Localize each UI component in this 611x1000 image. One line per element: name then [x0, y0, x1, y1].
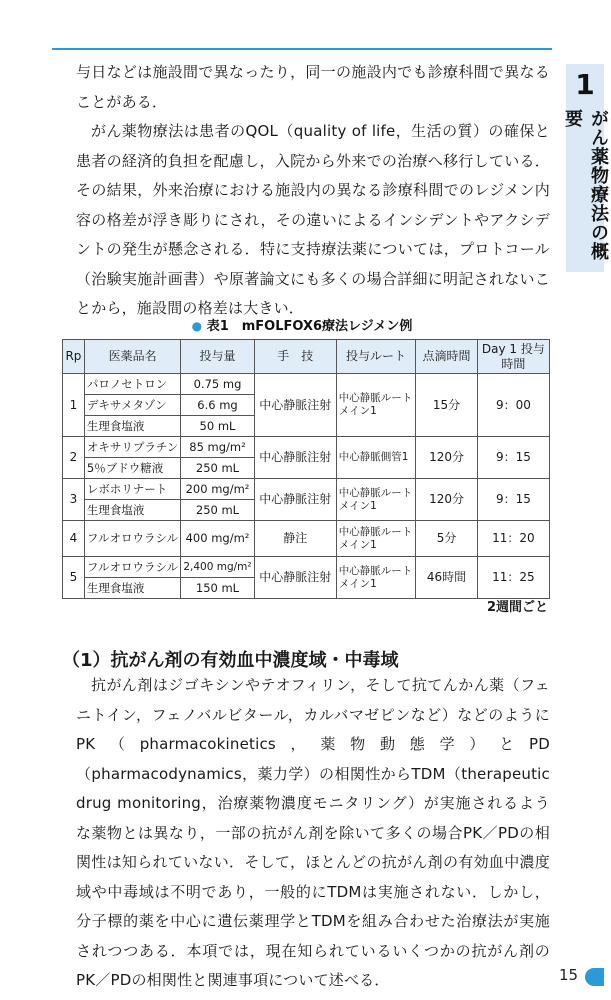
rp-cell: 5 — [63, 557, 85, 599]
rp-cell: 4 — [63, 521, 85, 557]
dose-cell: 2,400 mg/m² — [181, 557, 254, 578]
chapter-title: がん薬物療法の概要 — [562, 109, 609, 261]
table-row — [63, 374, 550, 395]
section-heading: （1）抗がん剤の有効血中濃度域・中毒域 — [62, 650, 399, 671]
table-row — [63, 437, 550, 458]
drip-cell: 120分 — [416, 479, 478, 521]
rp-cell: 1 — [63, 374, 85, 437]
dose-cell: 400 mg/m² — [181, 521, 254, 557]
route-cell: 中心静脈側管1 — [336, 437, 415, 479]
bullet-icon: ● — [191, 319, 203, 333]
technique-cell: 中心静脈注射 — [254, 437, 336, 479]
technique-cell: 静注 — [254, 521, 336, 557]
header-drug: 医薬品名 — [84, 340, 180, 374]
drug-cell: オキサリプラチン — [84, 437, 180, 458]
section-text — [76, 671, 550, 996]
dose-cell: 200 mg/m² — [181, 479, 254, 500]
dose-cell: 150 mL — [181, 578, 254, 599]
dose-cell: 6.6 mg — [181, 395, 254, 416]
table-note: 2週間ごと — [486, 600, 548, 615]
paragraph-1: 与日などは施設間で異なったり，同一の施設内でも診療科間で異なることがある． — [76, 63, 550, 111]
table-header-row — [63, 340, 550, 374]
intro-text — [76, 58, 550, 324]
dose-cell: 0.75 mg — [181, 374, 254, 395]
header-drip: 点滴時間 — [416, 340, 478, 374]
drug-cell: 生理食塩液 — [84, 500, 180, 521]
header-rp: Rp — [63, 340, 85, 374]
drip-cell: 15分 — [416, 374, 478, 437]
time-cell: 9：15 — [477, 437, 549, 479]
drug-cell: フルオロウラシル — [84, 521, 180, 557]
dose-cell: 250 mL — [181, 458, 254, 479]
drug-cell: フルオロウラシル — [84, 557, 180, 578]
paragraph-2: がん薬物療法は患者のQOL（quality of life，生活の質）の確保と患者の経済的負担を配慮し，入院から外来での治療へ移行している．その結果，外来治療における施設内の異なる診療科間でのレジメン内容の格差が浮き彫りにされ，その違いによるインシデントやアクシデントの発生が懸念される．特に支持療法薬については，プロトコール（治験実施計画書）や原著論文にも多くの場合詳細に明記されないことから，施設間の格差は大きい． — [76, 122, 550, 317]
drug-cell: レボホリナート — [84, 479, 180, 500]
time-cell: 11：20 — [477, 521, 549, 557]
drug-cell: 生理食塩液 — [84, 416, 180, 437]
route-cell: 中心静脈ルート メイン1 — [336, 374, 415, 437]
table-caption — [0, 315, 604, 334]
table-row — [63, 479, 550, 500]
dose-cell: 50 mL — [181, 416, 254, 437]
top-rule — [52, 48, 552, 50]
technique-cell: 中心静脈注射 — [254, 557, 336, 599]
paragraph-3: 抗がん剤はジゴキシンやテオフィリン，そして抗てんかん薬（フェニトイン，フェノバルビタール，カルバマゼピンなど）などのようにPK（pharmacokinetics，薬物動態学）とPD（pharmacodynamics，薬力学）の相関性からTDM（therapeutic drug monitoring，治療薬物濃度モニタリング）が実施されるような薬物とは異なり，一部の抗がん剤を除いて多くの場合PK／PDの相関性は知られていない．そして，ほとんどの抗がん剤の有効血中濃度域や中毒域は不明であり，一般的にTDMは実施されない．しかし，分子標的薬を中心に遺伝薬理学とTDMを組み合わせた治療法が実施されつつある．本項では，現在知られているいくつかの抗がん剤のPK／PDの相関性と関連事項について述べる． — [76, 676, 550, 989]
route-cell: 中心静脈ルート メイン1 — [336, 479, 415, 521]
table-row — [63, 557, 550, 578]
chapter-number: 1 — [575, 68, 595, 101]
chapter-side-tab — [562, 64, 609, 272]
technique-cell: 中心静脈注射 — [254, 479, 336, 521]
time-cell: 9：15 — [477, 479, 549, 521]
technique-cell: 中心静脈注射 — [254, 374, 336, 437]
route-cell: 中心静脈ルート メイン1 — [336, 557, 415, 599]
page-number: 15 — [559, 966, 579, 984]
header-route: 投与ルート — [336, 340, 415, 374]
rp-cell: 2 — [63, 437, 85, 479]
rp-cell: 3 — [63, 479, 85, 521]
regimen-table — [62, 339, 550, 599]
drip-cell: 5分 — [416, 521, 478, 557]
drug-cell: 5％ブドウ糖液 — [84, 458, 180, 479]
route-cell: 中心静脈ルート メイン1 — [336, 521, 415, 557]
dose-cell: 250 mL — [181, 500, 254, 521]
drug-cell: デキサメタゾン — [84, 395, 180, 416]
drug-cell: パロノセトロン — [84, 374, 180, 395]
drip-cell: 120分 — [416, 437, 478, 479]
header-technique: 手 技 — [254, 340, 336, 374]
header-time: Day 1 投与時間 — [477, 340, 549, 374]
drug-cell: 生理食塩液 — [84, 578, 180, 599]
drip-cell: 46時間 — [416, 557, 478, 599]
table-row — [63, 521, 550, 557]
table-caption-text: 表1 mFOLFOX6療法レジメン例 — [206, 319, 413, 334]
time-cell: 11：25 — [477, 557, 549, 599]
page-tab-marker — [585, 968, 604, 986]
dose-cell: 85 mg/m² — [181, 437, 254, 458]
header-dose: 投与量 — [181, 340, 254, 374]
time-cell: 9：00 — [477, 374, 549, 437]
